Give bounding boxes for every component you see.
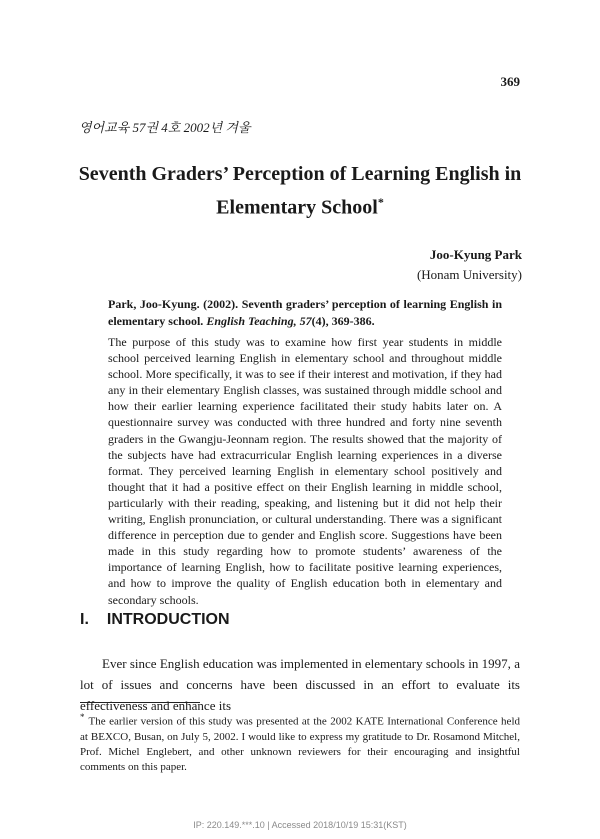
footnote — [80, 710, 520, 775]
footnote-text: The earlier version of this study was presented at the 2002 KATE International Conference held at BEXCO, Busan, on July 5, 2002. I would like to express my gratitude to Dr. Rosamond Mitchel, Prof. Michel Englebert, and other unknown reviewers for their encouraging and insightful comments on this paper. — [80, 715, 520, 773]
title-line-2 — [60, 188, 540, 222]
section-number: I. — [80, 611, 89, 628]
citation — [108, 296, 502, 330]
section-heading — [80, 611, 230, 629]
citation-journal: English Teaching, 57 — [206, 314, 312, 328]
footnote-marker: * — [80, 712, 85, 722]
author-block — [417, 245, 522, 285]
abstract: The purpose of this study was to examine how first year students in middle school perceived learning English in elementary school and throughout middle school. More specifically, it was to see if their interest and motivation, if they had any in their elementary English classes, was sustained through middle school and how their earlier learning experience facilitated their study habits later on. A questionnaire survey was conducted with three hundred and forty nine seventh graders in the Gwangju-Jeonnam region. The results showed that the majority of the subjects have had extracurricular English learning experiences in a diverse format. They perceived learning English in elementary school positively and thought that it had a positive effect on their English learning in middle school, particularly with their reading, speaking, and listening but it did not help their writing, English pronunciation, or cultural understanding. There was a significant difference in perception due to gender and English score. Suggestions have been made in this study regarding how to promote students’ awareness of the importance of learning English, how to facilitate positive learning experiences, and how to improve the quality of English education both in elementary and secondary schools. — [108, 335, 502, 607]
page-number: 369 — [500, 74, 520, 89]
intro-paragraph: Ever since English education was implemented in elementary schools in 1997, a lot of issues and concerns have been discussed in an effort to evaluate its effectiveness and enhance its — [80, 656, 520, 713]
author-name: Joo-Kyung Park — [429, 247, 522, 262]
title-line-2-text: Elementary School — [216, 196, 378, 219]
title-footnote-marker: * — [377, 195, 384, 209]
access-watermark: IP: 220.149.***.10 | Accessed 2018/10/19 15:31(KST) — [193, 820, 407, 830]
section-title: INTRODUCTION — [106, 611, 230, 628]
footnote-divider — [80, 702, 200, 703]
title-line-1: Seventh Graders’ Perception of Learning English in — [78, 163, 522, 185]
paper-title — [60, 160, 540, 222]
author-affiliation: (Honam University) — [416, 267, 522, 282]
citation-issue-pages: (4), 369-386. — [311, 314, 375, 328]
citation-text: Park, Joo-Kyung. (2002). Seventh graders’ perception of learning English in elementary school. — [108, 297, 502, 328]
journal-header: 영어교육 57권 4호 2002년 겨울 — [79, 120, 251, 135]
